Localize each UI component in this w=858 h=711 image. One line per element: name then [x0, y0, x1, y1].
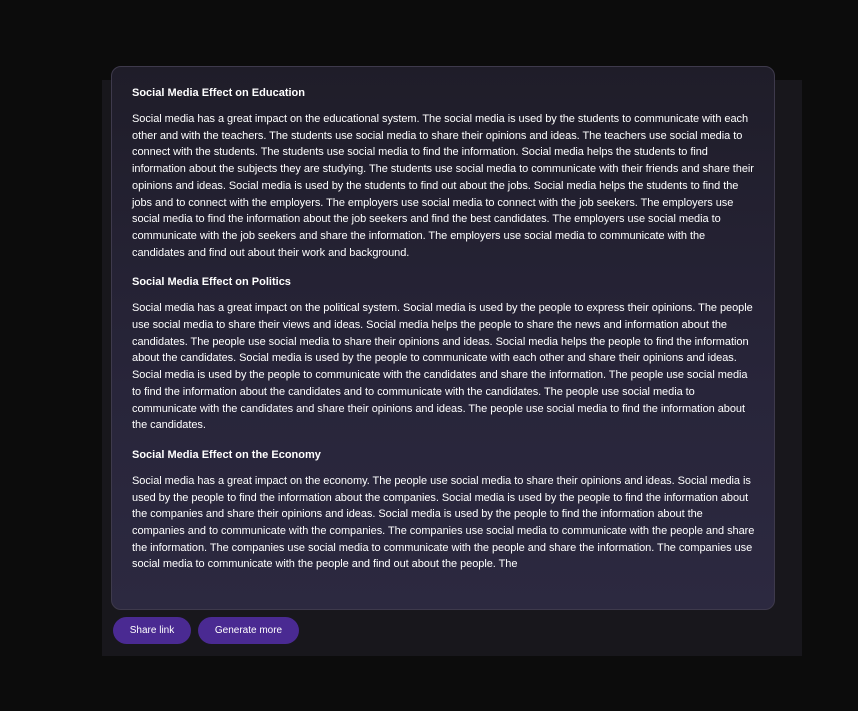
article-content [132, 85, 758, 586]
section-heading: Social Media Effect on Education [132, 87, 305, 99]
section-body: Social media has a great impact on the educational system. The social media is used by the students to communicate with each other and with the teachers. The students use social media to share their opinions and ideas. The teachers use social media to connect with the students. The students use social media to find the information. Social media helps the students to find information about the subjects they are studying. The students use social media to communicate with their friends and share their opinions and ideas. Social media is used by the students to find out about the jobs. Social media helps the students to find the jobs and to connect with the employers. The employers use social media to connect with the job seekers. The employers use social media to find the information about the job seekers and find the best candidates. The employers use social media to communicate with the job seekers and share the information. The employers use social media to communicate with the candidates and find out about their work and background. [132, 113, 754, 259]
section-body: Social media has a great impact on the economy. The people use social media to share their opinions and ideas. Social media is used by the people to find the information about the companies. Social media is used by the people to find the information about the companies and share their opinions and ideas. Social media is used by the people to find the information about the companies and to communicate with the companies. The companies use social media to communicate with the people and share the information. The companies use social media to communicate with the people and share the information. The companies use social media to communicate with the people and find out about the people. The [132, 474, 755, 571]
section-education [132, 85, 758, 261]
generate-more-button[interactable]: Generate more [198, 617, 299, 644]
section-heading: Social Media Effect on Politics [132, 276, 291, 289]
generated-article-card [111, 66, 775, 610]
section-economy [132, 447, 758, 573]
section-heading: Social Media Effect on the Economy [132, 448, 321, 461]
section-politics [132, 274, 758, 434]
action-bar [113, 617, 299, 644]
share-link-button[interactable]: Share link [113, 617, 191, 644]
output-panel [102, 80, 802, 656]
section-body: Social media has a great impact on the political system. Social media is used by the people to express their opinions. The people use social media to share their views and ideas. Social media helps the people to share the news and information about the candidates. The people use social media to share their opinions and ideas. Social media helps the people to find the information about the candidates. Social media is used by the people to communicate with each other and share their opinions and ideas. Social media is used by the people to communicate with the candidates and share the information. The people use social media to find the information about the candidates and to communicate with the candidates. The people use social media to communicate with the candidates and share their opinions and ideas. The people use social media to find the information about the candidates. [132, 302, 753, 432]
